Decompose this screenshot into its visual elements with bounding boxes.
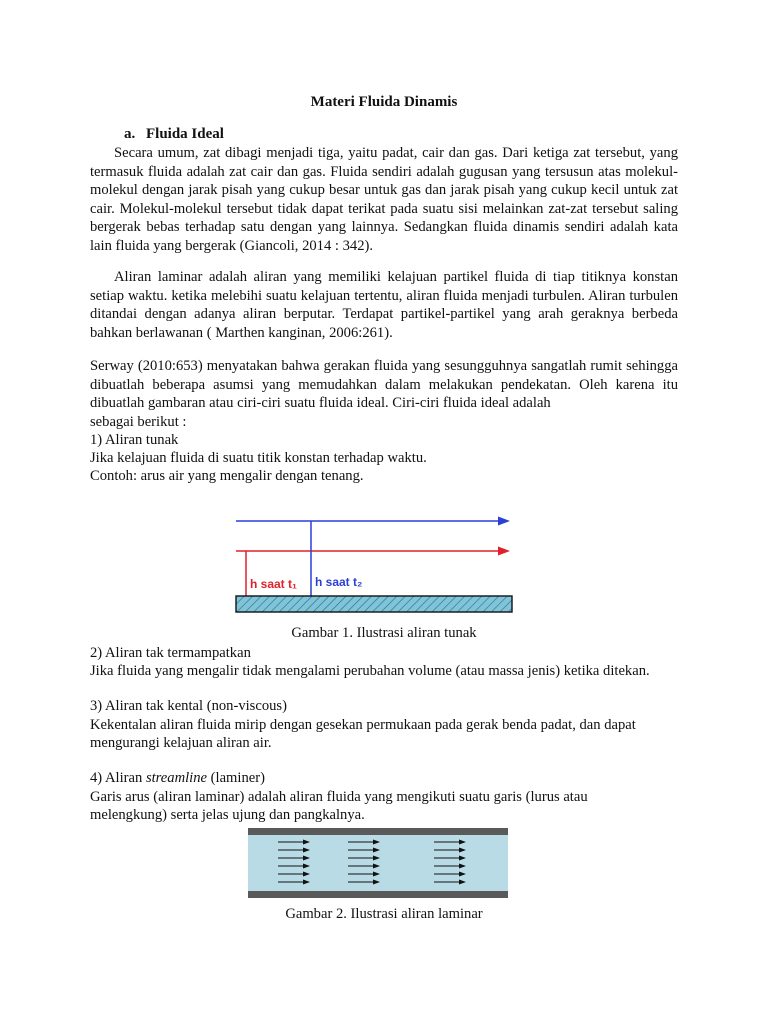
- item-2-title: 2) Aliran tak termampatkan: [90, 645, 251, 661]
- item-1-example: Contoh: arus air yang mengalir dengan tenang.: [90, 468, 364, 484]
- figure-1-caption: Gambar 1. Ilustrasi aliran tunak: [291, 625, 477, 641]
- item-4-desc-line2: melengkung) serta jelas ujung dan pangkalnya.: [90, 807, 365, 823]
- figure-laminar-flow: [248, 828, 508, 898]
- item-3-desc-line1: Kekentalan aliran fluida mirip dengan gesekan permukaan pada gerak benda padat, dan dapat: [90, 717, 636, 733]
- item-4-title-pre: 4) Aliran: [90, 770, 146, 786]
- item-4-desc-line1: Garis arus (aliran laminar) adalah aliran fluida yang mengikuti suatu garis (lurus atau: [90, 789, 588, 805]
- item-1-desc: Jika kelajuan fluida di suatu titik konstan terhadap waktu.: [90, 450, 427, 466]
- figure-2-caption: Gambar 2. Ilustrasi aliran laminar: [285, 906, 483, 922]
- item-1-title: 1) Aliran tunak: [90, 432, 179, 448]
- section-label: Fluida Ideal: [146, 126, 224, 142]
- item-3-title: 3) Aliran tak kental (non-viscous): [90, 698, 287, 714]
- item-4-title-em: streamline: [145, 770, 208, 786]
- figure-steady-flow: [230, 508, 520, 620]
- item-2-desc: Jika fluida yang mengalir tidak mengalami perubahan volume (atau massa jenis) ketika ditekan.: [90, 663, 650, 679]
- label-h-t1: h saat t₁: [250, 577, 297, 591]
- section-number: a.: [124, 126, 136, 142]
- blue-arrow-head: [498, 517, 510, 526]
- item-3-desc-line2: mengurangi kelajuan aliran air.: [90, 735, 272, 751]
- label-h-t2: h saat t₂: [315, 575, 363, 589]
- item-4-title: [90, 769, 265, 787]
- channel-bed: [236, 596, 512, 612]
- item-4-title-post: (laminer): [207, 770, 265, 786]
- pipe-top-wall: [248, 828, 508, 835]
- pipe-bottom-wall: [248, 891, 508, 898]
- red-arrow-head: [498, 547, 510, 556]
- paragraph-intro: Secara umum, zat dibagi menjadi tiga, yaitu padat, cair dan gas. Dari ketiga zat tersebut, yang termasuk fluida adalah zat cair dan gas. Fluida sendiri adalah gugusan yang tersusun atas molekul-molekul dengan jarak pisah yang cukup besar untuk gas dan jarak pisah yang cukup kecil untuk zat cair. Molekul-molekul tersebut tidak dapat terikat pada suatu sisi melainkan zat-zat tersebut saling bergerak bebas terhadap satu dengan yang lainnya. Sedangkan fluida dinamis sendiri adalah kata lain fluida yang bergerak (Giancoli, 2014 : 342).: [90, 145, 678, 254]
- document-title: Materi Fluida Dinamis: [310, 94, 458, 110]
- paragraph-serway: Serway (2010:653) menyatakan bahwa gerakan fluida yang sesungguhnya sangatlah rumit sehingga dibuatlah beberapa asumsi yang memudahkan dalam melakukan pendekatan. Oleh karena itu dibuatlah gambaran atau ciri-ciri suatu fluida ideal. Ciri-ciri fluida ideal adalah: [90, 358, 678, 412]
- paragraph-laminar: Aliran laminar adalah aliran yang memiliki kelajuan partikel fluida di tiap titiknya konstan setiap waktu. ketika melebihi suatu kelajuan tertentu, aliran fluida menjadi turbulen. Aliran turbulen ditandai dengan adanya aliran berputar. Terdapat partikel-partikel yang arah geraknya berbeda bahkan berlawanan ( Marthen kanginan, 2006:261).: [90, 269, 678, 341]
- paragraph-berikut: sebagai berikut :: [90, 414, 187, 430]
- section-heading-fluida-ideal: [124, 126, 224, 143]
